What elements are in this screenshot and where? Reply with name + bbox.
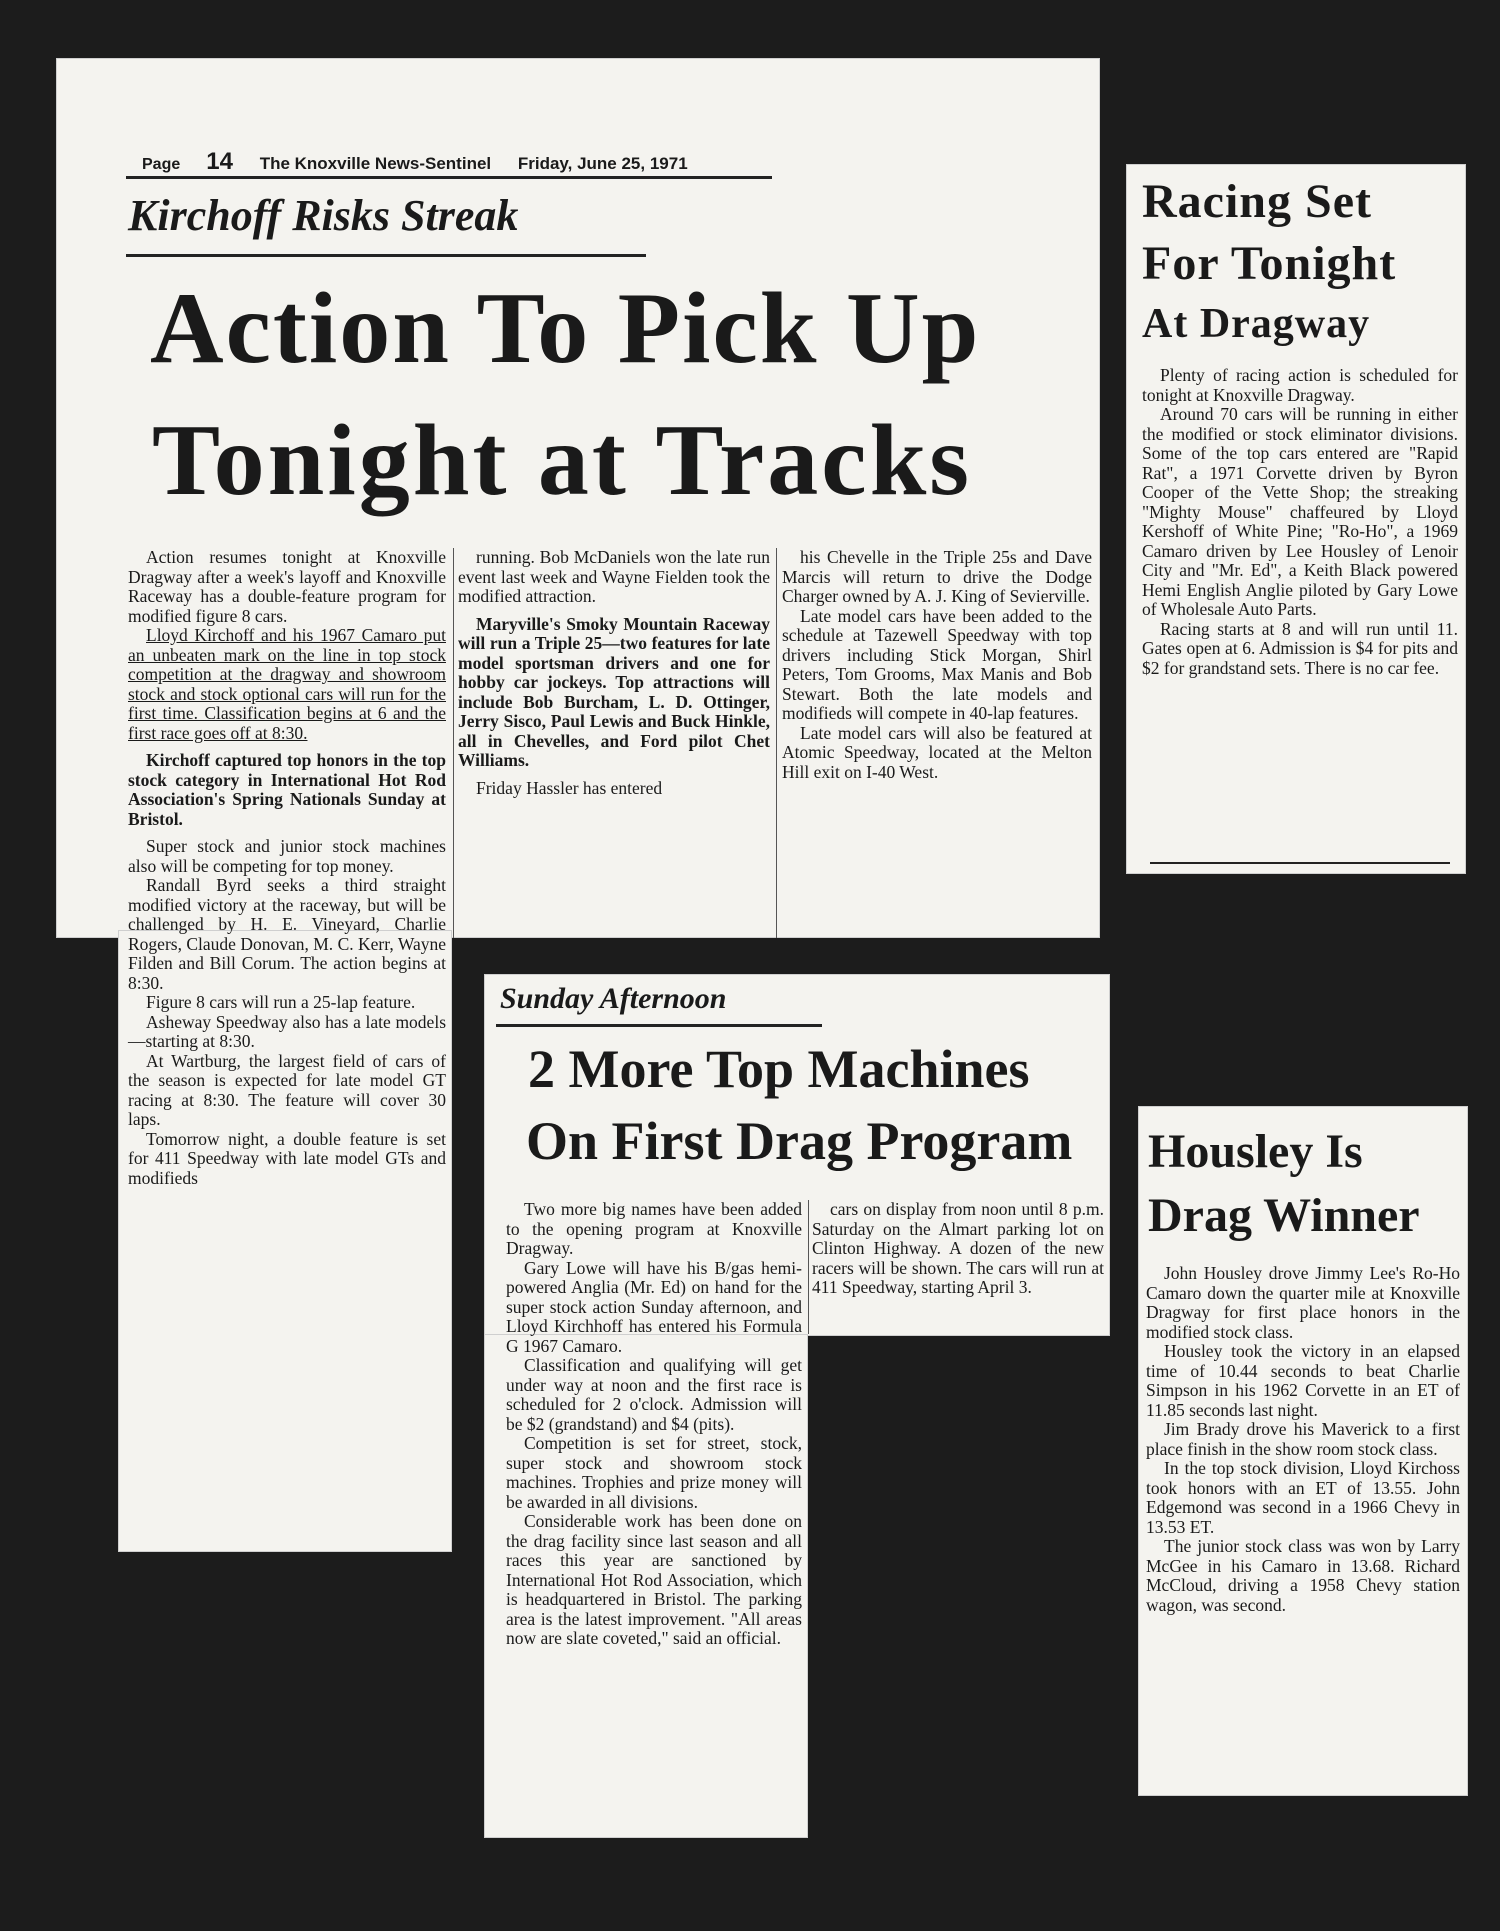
main-headline-line2: Tonight at Tracks — [152, 404, 972, 517]
sunday-kicker-rule — [496, 1024, 822, 1027]
main-headline-line1: Action To Pick Up — [150, 272, 981, 385]
racing-end-rule — [1150, 862, 1450, 864]
paragraph: Randall Byrd seeks a third straight modified victory at the raceway, but will be challenged by H. E. Vineyard, Charlie Rogers, Claude Donovan, M. C. Kerr, Wayne Filden and Bill Corum. The action begins at 8:30. — [128, 875, 446, 993]
column-separator — [808, 1200, 809, 1334]
masthead-rule — [126, 176, 772, 179]
kicker-rule — [126, 254, 646, 257]
paragraph: Competition is set for street, stock, super stock and showroom stock machines. Trophies and prize money will be awarded in all divisions. — [506, 1433, 802, 1512]
paragraph: Gary Lowe will have his B/gas hemi-powered Anglia (Mr. Ed) on hand for the super stock action Sunday afternoon, and Lloyd Kirchhoff has entered his Formula G 1967 Camaro. — [506, 1257, 802, 1356]
paragraph: Kirchoff captured top honors in the top stock category in International Hot Rod Association's Spring Nationals Sunday at Bristol. — [128, 750, 446, 829]
sunday-column-1 — [506, 1200, 802, 1649]
paragraph: Figure 8 cars will run a 25-lap feature. — [146, 992, 416, 1012]
paragraph: Maryville's Smoky Mountain Raceway will run a Triple 25—two features for late model sportsman drivers and one for hobby car jockeys. Top attractions will include Bob Burcham, L. D. Ottinger, Jerry Sisco, Paul Lewis and Buck Hinkle, all in Chevelles, and Ford pilot Chet Williams. — [458, 613, 770, 770]
paragraph: Racing starts at 8 and will run until 11. Gates open at 6. Admission is $4 for pits and $2 for grandstand sets. There is no car fee. — [1142, 618, 1458, 678]
paragraph: Around 70 cars will be running in either the modified or stock eliminator divisions. Some of the top cars entered are "Rapid Rat", a 1971 Corvette driven by Byron Cooper of the Vette Shop; the streaking "Mighty Mouse" chaffeured by Lloyd Kershoff of White Pine; "Ro-Ho", a 1969 Camaro driven by Lee Housley of Lenoir City and "Mr. Ed", a Keith Black powered Hemi English Anglie piloted by Gary Lowe of Wholesale Auto Parts. — [1142, 404, 1458, 619]
housley-body — [1146, 1264, 1460, 1615]
paragraph: Asheway Speedway also has a late models—starting at 8:30. — [128, 1011, 446, 1051]
paragraph: At Wartburg, the largest field of cars of the season is expected for late model GT racing at 8:30. The feature will cover 30 laps. — [128, 1050, 446, 1129]
sunday-column-2 — [812, 1200, 1104, 1298]
paragraph: Friday Hassler has entered — [476, 777, 663, 798]
paragraph: Tomorrow night, a double feature is set for 411 Speedway with late model GTs and modifieds — [128, 1128, 446, 1188]
paragraph: Classification and qualifying will get under way at noon and the first race is scheduled for 2 o'clock. Admission will be $2 (grandstand) and $4 (pits). — [506, 1355, 802, 1434]
main-column-3 — [782, 548, 1092, 782]
main-kicker: Kirchoff Risks Streak — [128, 191, 519, 240]
main-column-2 — [458, 548, 770, 798]
paragraph: Action resumes tonight at Knoxville Dragway after a week's layoff and Knoxville Raceway has a double-feature program for modified figure 8 cars. — [128, 547, 446, 626]
racing-headline-line3: At Dragway — [1142, 301, 1371, 347]
masthead — [142, 148, 710, 176]
column-separator — [453, 548, 454, 938]
paragraph: Plenty of racing action is scheduled for tonight at Knoxville Dragway. — [1142, 365, 1458, 405]
paragraph: In the top stock division, Lloyd Kirchoss took honors with an ET of 13.55. John Edgemond was second in a 1966 Chevy in 13.53 ET. — [1146, 1458, 1460, 1537]
page-number: Page 14 — [142, 148, 233, 175]
paragraph: his Chevelle in the Triple 25s and Dave Marcis will return to drive the Dodge Charger owned by A. J. King of Sevierville. — [782, 547, 1092, 606]
column-separator — [776, 548, 777, 938]
issue-date: Friday, June 25, 1971 — [517, 154, 688, 173]
paragraph: The junior stock class was won by Larry McGee in his Camaro in 13.68. Richard McCloud, driving a 1958 Chevy station wagon, was second. — [1146, 1536, 1460, 1615]
main-column-1 — [128, 548, 446, 1188]
housley-headline-line1: Housley Is — [1148, 1125, 1363, 1178]
paragraph: Super stock and junior stock machines also will be competing for top money. — [128, 836, 446, 876]
paragraph: Late model cars have been added to the schedule at Tazewell Speedway with top drivers including Stick Morgan, Shirl Peters, Tom Grooms, Max Manis and Bob Stewart. Both the late models and modifieds will compete in 40-lap features. — [782, 605, 1092, 723]
racing-body — [1142, 366, 1458, 678]
housley-headline-line2: Drag Winner — [1148, 1189, 1420, 1242]
paragraph: Two more big names have been added to the opening program at Knoxville Dragway. — [506, 1199, 802, 1258]
paragraph: Considerable work has been done on the drag facility since last season and all races this year are sanctioned by International Hot Rod Association, which is headquartered in Bristol. The parking area is the latest improvement. "All areas now are slate coveted," said an official. — [506, 1511, 802, 1648]
paragraph: Late model cars will also be featured at Atomic Speedway, located at the Melton Hill exit on I-40 West. — [782, 722, 1092, 782]
paragraph: running. Bob McDaniels won the late run event last week and Wayne Fielden took the modified attraction. — [458, 547, 770, 606]
racing-headline-line2: For Tonight — [1142, 237, 1397, 290]
racing-headline-line1: Racing Set — [1142, 175, 1372, 228]
paragraph: John Housley drove Jimmy Lee's Ro-Ho Camaro down the quarter mile at Knoxville Dragway for first place honors in the modified stock class. — [1146, 1263, 1460, 1342]
sunday-kicker: Sunday Afternoon — [500, 982, 727, 1015]
sunday-headline-line2: On First Drag Program — [526, 1111, 1073, 1171]
paragraph: Jim Brady drove his Maverick to a first place finish in the show room stock class. — [1146, 1419, 1460, 1459]
paragraph: Lloyd Kirchoff and his 1967 Camaro put an unbeaten mark on the line in top stock competition at the dragway and showroom stock and stock optional cars will run for the first time. Classification begins at 6 and the first race goes off at 8:30. — [128, 625, 446, 743]
newspaper-name: The Knoxville News-Sentinel — [259, 154, 492, 173]
paragraph: cars on display from noon until 8 p.m. Saturday on the Almart parking lot on Clinton Highway. A dozen of the new racers will be shown. The cars will run at 411 Speedway, starting April 3. — [812, 1199, 1104, 1297]
sunday-headline-line1: 2 More Top Machines — [528, 1039, 1030, 1099]
paragraph: Housley took the victory in an elapsed time of 10.44 seconds to beat Charlie Simpson in his 1962 Corvette in an ET of 11.85 seconds last night. — [1146, 1341, 1460, 1420]
